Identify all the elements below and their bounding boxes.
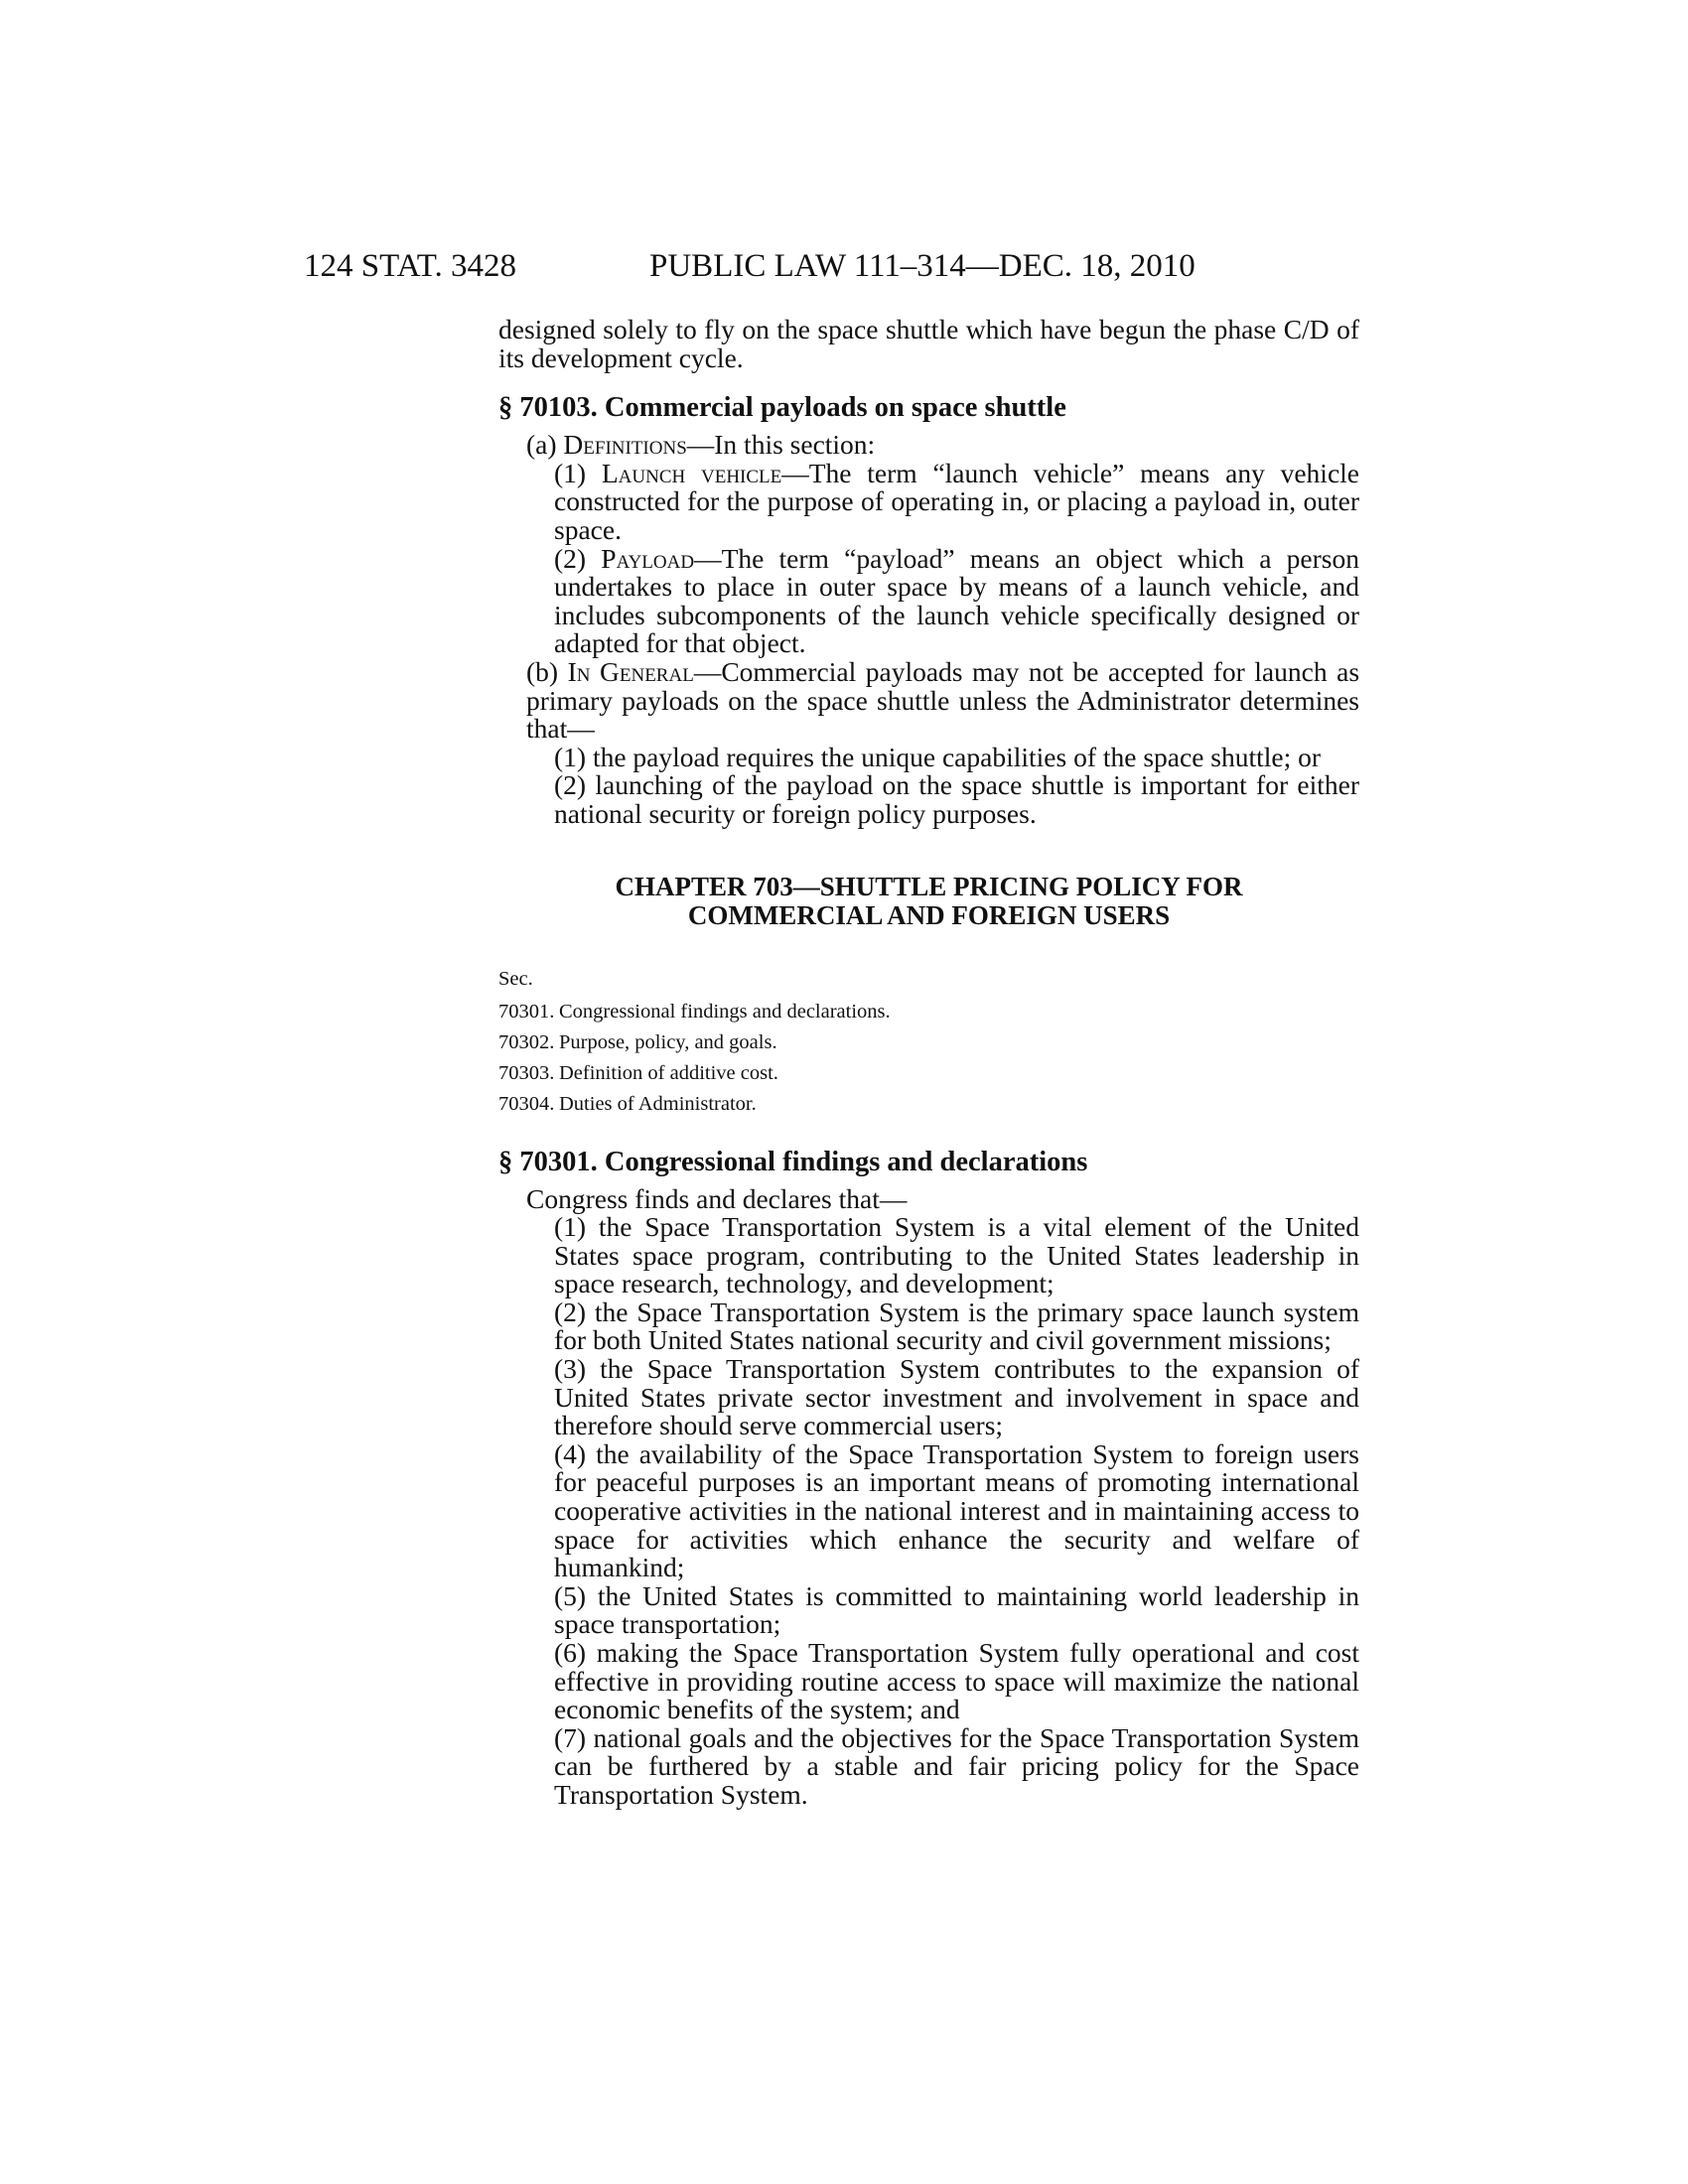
toc-section-number: 70304. — [498, 1092, 555, 1115]
paragraph-b2: (2) launching of the payload on the space shuttle is important for either national security or foreign policy purposes. — [554, 769, 1359, 829]
paragraph-a2-number: (2) — [554, 542, 587, 574]
subsection-b-number: (b) — [526, 655, 559, 687]
paragraph-a2-label: Payload — [601, 542, 695, 574]
toc-section-title: Purpose, policy, and goals. — [559, 1030, 777, 1053]
paragraph-a2-text: —The term “payload” means an object which a person undertakes to place in outer space by means of a launch vehicle, and includes subcomponents of the launch vehicle specifically designed or adapted for that object. — [554, 542, 1359, 659]
chapter-heading-line-1: CHAPTER 703—SHUTTLE PRICING POLICY FOR — [615, 871, 1243, 901]
paragraph-a1-label: Launch vehicle — [601, 457, 782, 488]
paragraph-b1: (1) the payload requires the unique capabilities of the space shuttle; or — [554, 741, 1322, 772]
paragraph-a2 — [498, 542, 1359, 659]
subsection-a — [498, 431, 1359, 460]
subsection-b — [498, 655, 1360, 745]
toc-section-title: Duties of Administrator. — [559, 1092, 757, 1115]
toc-section-title: Congressional findings and declarations. — [559, 1000, 891, 1023]
statute-page-number: 124 STAT. 3428 — [304, 248, 517, 284]
chapter-heading — [498, 873, 1359, 930]
intro-paragraph: designed solely to fly on the space shuttle which have begun the phase C/D of its development cycle. — [498, 314, 1359, 373]
toc-section-number: 70302. — [498, 1030, 555, 1053]
toc-row — [498, 1058, 1359, 1089]
finding-item: (2) the Space Transportation System is the primary space launch system for both United States national security and civil government missions; — [554, 1296, 1359, 1356]
subsection-a-label: Definitions — [563, 429, 687, 461]
subsection-a-number: (a) — [526, 429, 557, 461]
toc-section-number: 70303. — [498, 1061, 555, 1084]
toc-section-number: 70301. — [498, 1000, 555, 1023]
chapter-heading-line-2: COMMERCIAL AND FOREIGN USERS — [687, 899, 1171, 930]
section-70301-heading: § 70301. Congressional findings and declarations — [498, 1146, 1088, 1177]
toc-row — [498, 997, 1359, 1027]
toc-row — [498, 1027, 1359, 1058]
toc-section-title: Definition of additive cost. — [559, 1061, 778, 1084]
finding-item: (3) the Space Transportation System contributes to the expansion of United States private sector investment and involvement in space and therefore should serve commercial users; — [554, 1353, 1359, 1441]
findings-lead: Congress finds and declares that— — [526, 1182, 908, 1214]
finding-item: (5) the United States is committed to maintaining world leadership in space transportation; — [554, 1579, 1359, 1640]
finding-item: (6) making the Space Transportation System fully operational and cost effective in providing routine access to space will maximize the national economic benefits of the system; and — [554, 1637, 1359, 1725]
section-70103-heading: § 70103. Commercial payloads on space shuttle — [498, 392, 1066, 424]
toc-row — [498, 1089, 1359, 1120]
subsection-b-text: —Commercial payloads may not be accepted for launch as primary payloads on the space shuttle unless the Administrator determines that— — [526, 655, 1360, 745]
paragraph-a1 — [498, 457, 1359, 545]
toc-label: Sec. — [498, 967, 533, 990]
paragraph-a1-text: —The term “launch vehicle” means any vehicle constructed for the purpose of operating in, or placing a payload in, outer space. — [554, 457, 1359, 545]
public-law-header: PUBLIC LAW 111–314—DEC. 18, 2010 — [649, 248, 1196, 284]
finding-item: (1) the Space Transportation System is a vital element of the United States space program, contributing to the United States leadership in space research, technology, and development; — [554, 1211, 1359, 1299]
finding-item: (4) the availability of the Space Transportation System to foreign users for peaceful purposes is an important means of promoting international cooperative activities in the national interest and in maintaining access to space for activities which enhance the security and welfare of humankind; — [554, 1437, 1359, 1583]
finding-item: (7) national goals and the objectives for the Space Transportation System can be furthered by a stable and fair pricing policy for the Space Transportation System. — [554, 1721, 1359, 1810]
text-column — [498, 316, 1359, 1810]
chapter-table-of-contents — [498, 964, 1359, 1120]
subsection-a-text: —In this section: — [686, 429, 876, 461]
subsection-b-label: In General — [567, 655, 694, 687]
paragraph-a1-number: (1) — [554, 457, 587, 488]
